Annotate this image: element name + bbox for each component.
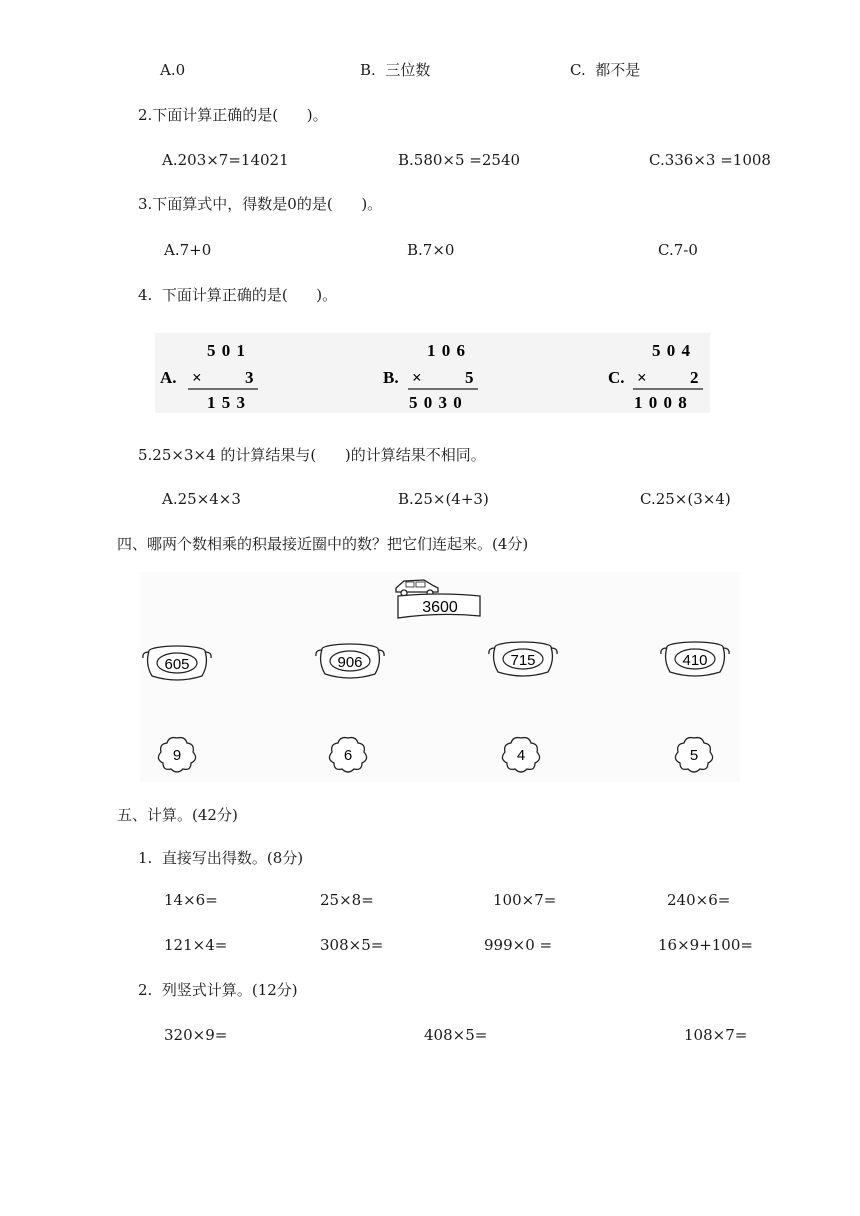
flower-1-number: 9 <box>172 747 182 764</box>
q4-a-result: 1 5 3 <box>207 393 246 412</box>
calc-2-3: 999×0 = <box>484 936 553 954</box>
q5-stem: 5.25×3×4 的计算结果与( )的计算结果不相同。 <box>138 446 486 464</box>
q3-option-c: C.7-0 <box>658 241 698 259</box>
flower-2-number: 6 <box>343 747 353 764</box>
pot-1-number: 605 <box>164 656 190 673</box>
calc-2-4: 16×9+100= <box>658 936 753 954</box>
flower-2 <box>329 738 366 772</box>
q4-c-times: × <box>637 368 647 387</box>
section5-part1-title: 1. 直接写出得数。(8分) <box>138 849 304 867</box>
q4-a-mult: 3 <box>245 368 254 387</box>
q5-option-b: B.25×(4+3) <box>398 490 489 508</box>
pot-4-number: 410 <box>682 652 708 669</box>
section5-part2-title: 2. 列竖式计算。(12分) <box>138 981 298 999</box>
section4-heading: 四、哪两个数相乘的积最接近圈中的数？把它们连起来。(4分) <box>117 535 529 553</box>
pot-3-number: 715 <box>510 652 536 669</box>
vertical-calc-2: 408×5= <box>424 1026 488 1044</box>
pot-2 <box>316 644 384 678</box>
pot-1 <box>143 646 211 680</box>
section5-heading: 五、计算。(42分) <box>117 806 238 824</box>
pot-2-number: 906 <box>337 654 363 671</box>
q1-option-a: A.0 <box>160 61 186 79</box>
q4-option-a <box>160 341 258 412</box>
q1-option-c: C. 都不是 <box>570 61 641 79</box>
q5-option-a: A.25×4×3 <box>162 490 241 508</box>
q2-option-a: A.203×7=14021 <box>162 151 289 169</box>
vertical-calc-3: 108×7= <box>684 1026 748 1044</box>
pot-3 <box>489 642 557 676</box>
q2-option-b: B.580×5 =2540 <box>398 151 521 169</box>
q4-c-result: 1 0 0 8 <box>634 393 688 412</box>
flower-4-number: 5 <box>689 747 699 764</box>
q3-option-a: A.7+0 <box>164 241 212 259</box>
flower-4 <box>675 738 712 772</box>
q4-stem: 4. 下面计算正确的是( )。 <box>138 286 338 304</box>
q4-c-top: 5 0 4 <box>652 341 691 360</box>
target-number: 3600 <box>422 599 458 616</box>
q4-vertical-multiplication-panel <box>155 333 710 413</box>
calc-1-2: 25×8= <box>320 891 374 909</box>
q3-option-b: B.7×0 <box>407 241 455 259</box>
q4-b-result: 5 0 3 0 <box>409 393 463 412</box>
q4-c-mult: 2 <box>690 368 699 387</box>
flower-1 <box>158 738 195 772</box>
q3-stem: 3.下面算式中，得数是0的是( )。 <box>138 195 383 213</box>
q4-option-c <box>608 341 703 412</box>
pot-4 <box>661 642 729 676</box>
q5-option-c: C.25×(3×4) <box>640 490 731 508</box>
q4-b-top: 1 0 6 <box>427 341 466 360</box>
flower-3-number: 4 <box>516 747 526 764</box>
q2-stem: 2.下面计算正确的是( )。 <box>138 106 328 124</box>
q4-c-letter: C. <box>608 368 625 387</box>
target-sign <box>398 594 480 618</box>
q4-b-mult: 5 <box>465 368 474 387</box>
q4-b-letter: B. <box>383 368 399 387</box>
q4-a-top: 5 0 1 <box>207 341 246 360</box>
section4-matching-figure <box>140 572 740 782</box>
q4-b-times: × <box>412 368 422 387</box>
calc-2-2: 308×5= <box>320 936 384 954</box>
flower-3 <box>502 738 539 772</box>
calc-2-1: 121×4= <box>164 936 228 954</box>
calc-1-3: 100×7= <box>493 891 557 909</box>
q4-a-times: × <box>192 368 202 387</box>
q4-a-letter: A. <box>160 368 177 387</box>
q1-option-b: B. 三位数 <box>360 61 431 79</box>
q4-option-b <box>383 341 478 412</box>
calc-1-4: 240×6= <box>667 891 731 909</box>
vertical-calc-1: 320×9= <box>164 1026 228 1044</box>
q2-option-c: C.336×3 =1008 <box>649 151 771 169</box>
calc-1-1: 14×6= <box>164 891 218 909</box>
